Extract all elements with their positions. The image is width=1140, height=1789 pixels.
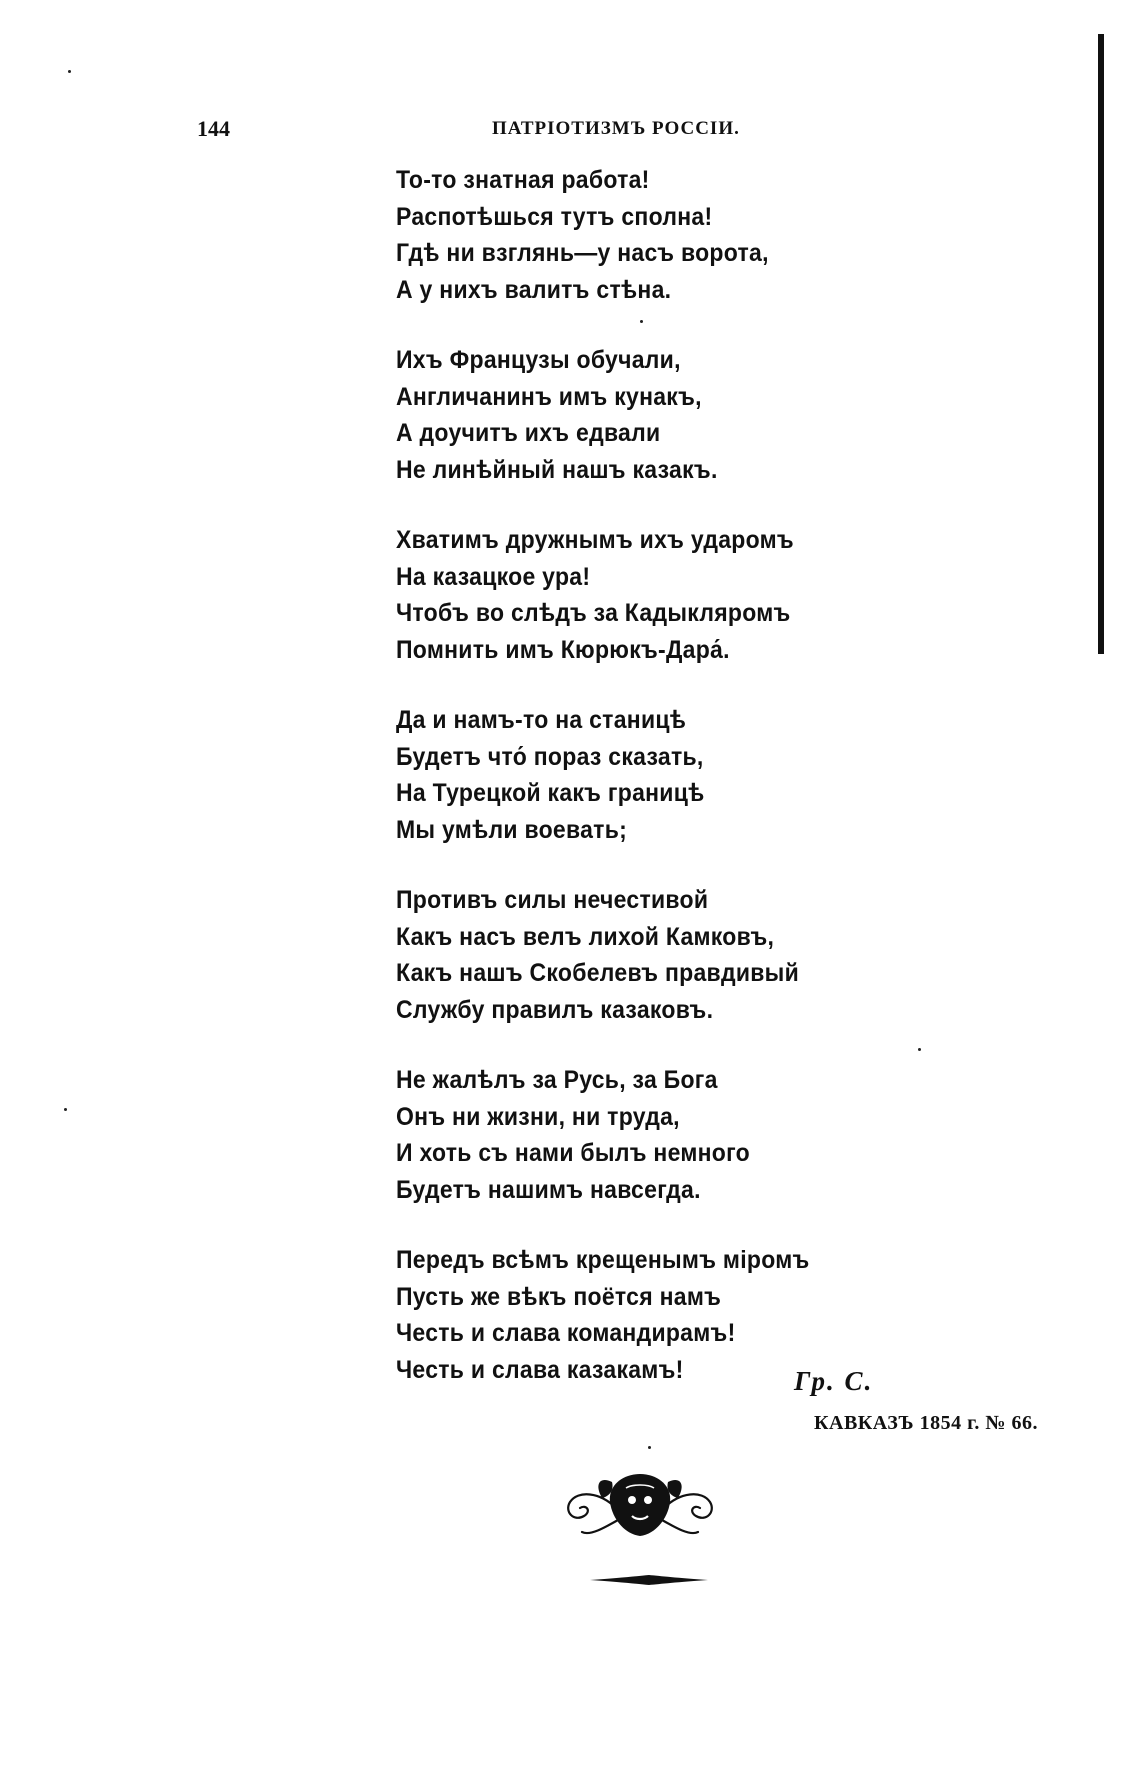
poem-line: Помнить имъ Кюрюкъ-Дара́. <box>396 635 730 664</box>
poem-line: Онъ ни жизни, ни труда, <box>396 1102 680 1131</box>
poem-line: Какъ нашъ Скобелевъ правдивый <box>396 959 800 987</box>
poem-line: А у нихъ валитъ стѣна. <box>396 275 672 304</box>
stanza <box>396 1062 956 1208</box>
cherub-head-ornament-icon <box>560 1462 720 1554</box>
print-speck <box>648 1446 651 1449</box>
poem <box>396 162 956 1422</box>
poem-line: Службу правилъ казаковъ. <box>396 995 714 1024</box>
poem-line: Хватимъ дружнымъ ихъ ударомъ <box>396 526 794 554</box>
poem-line: Пусть же вѣкъ поётся намъ <box>396 1282 722 1311</box>
print-speck <box>68 70 71 73</box>
poem-line: На казацкое ура! <box>396 562 591 591</box>
poem-line: Гдѣ ни взглянь—у насъ ворота, <box>396 239 769 267</box>
poem-line: Честь и слава командирамъ! <box>396 1319 736 1347</box>
ornamental-rule-icon <box>590 1574 708 1586</box>
running-title: ПАТРІОТИЗМЪ РОССІИ. <box>492 118 740 139</box>
stanza <box>396 702 956 848</box>
stanza <box>396 162 956 308</box>
poem-line: Да и намъ-то на станицѣ <box>396 706 687 734</box>
stanza <box>396 342 956 488</box>
poem-line: То-то знатная работа! <box>396 166 650 194</box>
poem-line: Не жалѣлъ за Русь, за Бога <box>396 1066 718 1094</box>
poem-line: Ихъ Французы обучали, <box>396 346 681 374</box>
poem-line: Не линѣйный нашъ казакъ. <box>396 455 718 484</box>
poem-line: Англичанинъ имъ кунакъ, <box>396 382 702 411</box>
author-signature: Гр. С. <box>794 1366 874 1396</box>
poem-line: Будетъ что́ пораз сказать, <box>396 742 704 771</box>
poem-line: Будетъ нашимъ навсегда. <box>396 1175 701 1204</box>
poem-line: А доучитъ ихъ едвали <box>396 419 661 447</box>
page-header <box>0 112 1140 152</box>
poem-line: Честь и слава казакамъ! <box>396 1355 684 1384</box>
stanza <box>396 522 956 668</box>
print-speck <box>64 1108 67 1111</box>
poem-line: Передъ всѣмъ крещенымъ міромъ <box>396 1246 810 1274</box>
poem-line: Распотѣшься тутъ сполна! <box>396 202 713 231</box>
poem-line: Мы умѣли воевать; <box>396 815 628 844</box>
source-citation: КАВКАЗЪ 1854 г. № 66. <box>814 1412 1039 1434</box>
poem-line: Противъ силы нечестивой <box>396 886 709 914</box>
poem-line: И хоть съ нами былъ немного <box>396 1139 751 1167</box>
poem-line: На Турецкой какъ границѣ <box>396 779 705 807</box>
poem-line: Чтобъ во слѣдъ за Кадыкляромъ <box>396 599 791 627</box>
stanza <box>396 882 956 1028</box>
poem-line: Какъ насъ велъ лихой Камковъ, <box>396 922 775 951</box>
page-number: 144 <box>197 116 230 141</box>
